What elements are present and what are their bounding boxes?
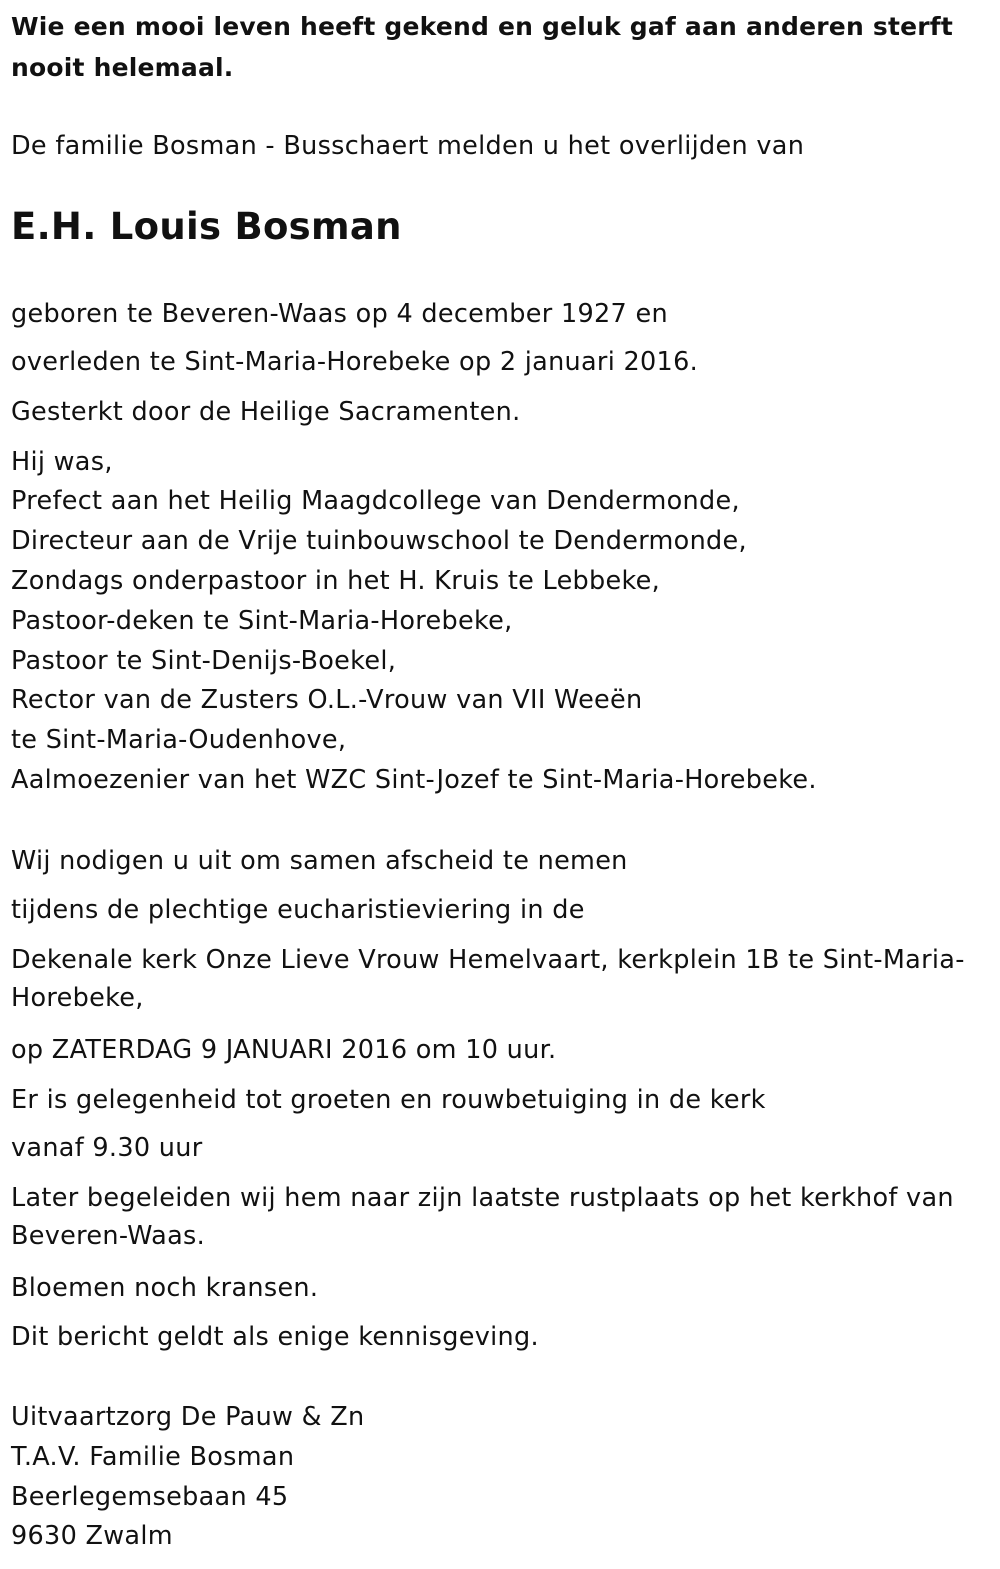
notice-line: Dit bericht geldt als enige kennisgeving.	[11, 1322, 539, 1352]
address-company: Uitvaartzorg De Pauw & Zn	[11, 1402, 365, 1432]
greeting-time-line: vanaf 9.30 uur	[11, 1133, 203, 1163]
death-line: overleden te Sint-Maria-Horebeke op 2 januari 2016.	[11, 347, 699, 377]
announcement-text: De familie Bosman - Busschaert melden u het overlijden van	[11, 131, 805, 161]
invite-line: Wij nodigen u uit om samen afscheid te nemen	[11, 846, 628, 876]
career-role: Rector van de Zusters O.L.-Vrouw van VII Weeën	[11, 685, 643, 715]
sacraments-line: Gesterkt door de Heilige Sacramenten.	[11, 397, 521, 427]
address-attention: T.A.V. Familie Bosman	[11, 1442, 295, 1472]
service-line: tijdens de plechtige eucharistieviering in de	[11, 895, 585, 925]
flowers-line: Bloemen noch kransen.	[11, 1273, 319, 1303]
career-role: Pastoor te Sint-Denijs-Boekel,	[11, 646, 397, 676]
birth-line: geboren te Beveren-Waas op 4 december 1927 en	[11, 299, 668, 329]
address-city: 9630 Zwalm	[11, 1521, 173, 1551]
career-intro: Hij was,	[11, 447, 113, 477]
deceased-name: E.H. Louis Bosman	[11, 205, 402, 248]
career-role: Aalmoezenier van het WZC Sint-Jozef te Sint-Maria-Horebeke.	[11, 765, 817, 795]
date-line: op ZATERDAG 9 JANUARI 2016 om 10 uur.	[11, 1035, 557, 1065]
career-role: Prefect aan het Heilig Maagdcollege van Dendermonde,	[11, 486, 740, 516]
burial-line: Later begeleiden wij hem naar zijn laatste rustplaats op het kerkhof van Beveren-Waas.	[11, 1183, 954, 1251]
career-role: Directeur aan de Vrije tuinbouwschool te Dendermonde,	[11, 526, 747, 556]
church-line: Dekenale kerk Onze Lieve Vrouw Hemelvaart, kerkplein 1B te Sint-Maria-Horebeke,	[11, 945, 965, 1013]
career-role: te Sint-Maria-Oudenhove,	[11, 725, 347, 755]
address-street: Beerlegemsebaan 45	[11, 1482, 289, 1512]
career-role: Pastoor-deken te Sint-Maria-Horebeke,	[11, 606, 513, 636]
career-role: Zondags onderpastoor in het H. Kruis te Lebbeke,	[11, 566, 661, 596]
motto-text: Wie een mooi leven heeft gekend en geluk gaf aan anderen sterft nooit helemaal.	[11, 12, 954, 82]
greeting-line: Er is gelegenheid tot groeten en rouwbetuiging in de kerk	[11, 1085, 766, 1115]
